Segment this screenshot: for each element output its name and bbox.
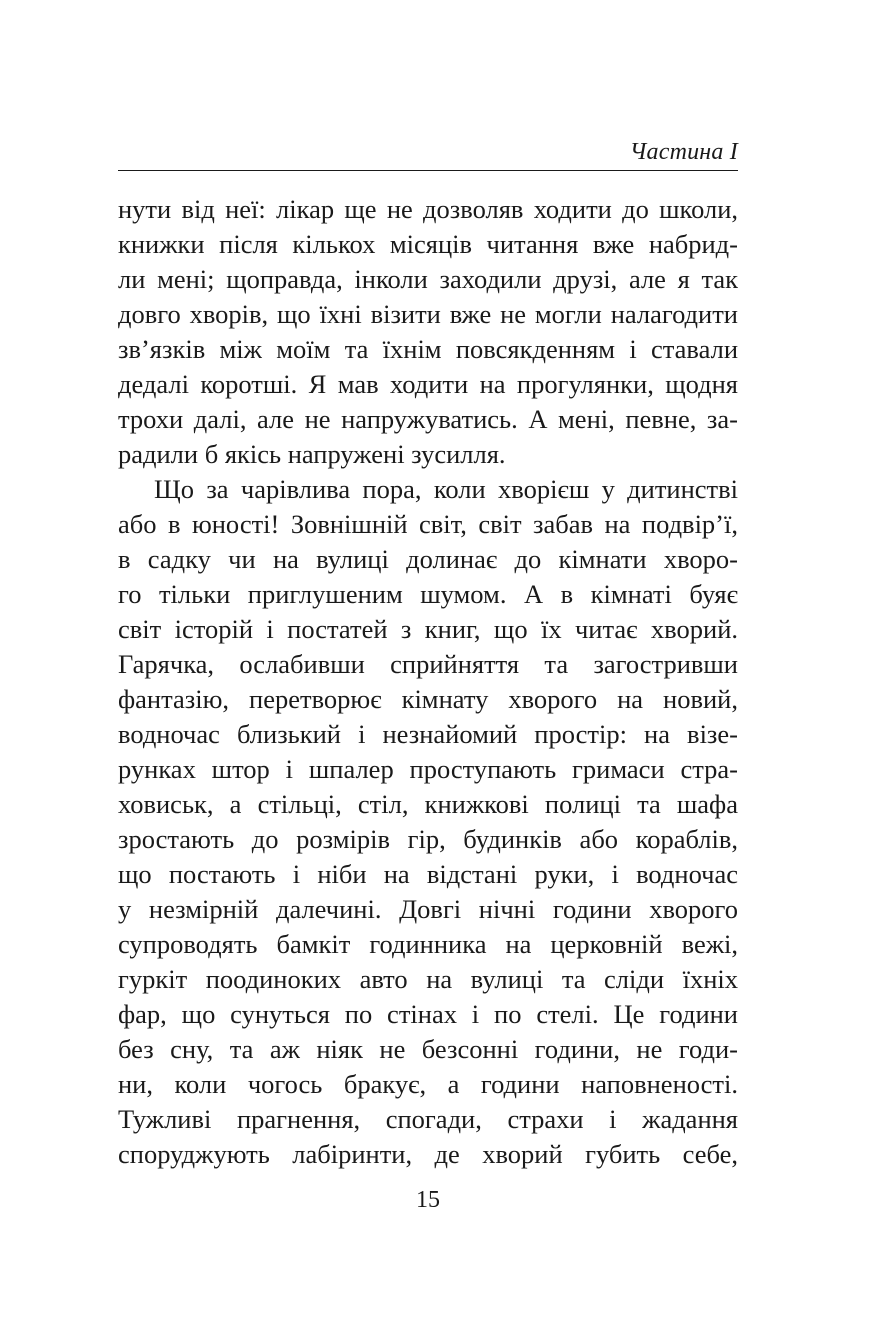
text-line: трохи далі, але не напружуватись. А мені, певне, за- bbox=[118, 404, 738, 434]
text-line: нути від неї: лікар ще не дозволяв ходити до школи, bbox=[118, 194, 738, 224]
paragraph bbox=[118, 472, 738, 1172]
text-line: фар, що сунуться по стінах і по стелі. Це години bbox=[118, 999, 738, 1029]
text-line: ни, коли чогось бракує, а години наповненості. bbox=[118, 1069, 738, 1099]
text-line: зв’язків між моїм та їхнім повсякденням і ставали bbox=[118, 334, 738, 364]
text-line: Гарячка, ослабивши сприйняття та загостривши bbox=[118, 649, 738, 679]
text-line: світ історій і постатей з книг, що їх читає хворий. bbox=[118, 614, 738, 644]
text-line: супроводять бамкіт годинника на церковній вежі, bbox=[118, 929, 738, 959]
text-line: споруджують лабіринти, де хворий губить себе, bbox=[118, 1139, 738, 1169]
text-line: або в юності! Зовнішній світ, світ забав на подвір’ї, bbox=[118, 509, 738, 539]
text-line: ховиськ, а стільці, стіл, книжкові полиці та шафа bbox=[118, 789, 738, 819]
text-line: гуркіт поодиноких авто на вулиці та сліди їхніх bbox=[118, 964, 738, 994]
text-line: го тільки приглушеним шумом. А в кімнаті буяє bbox=[118, 579, 738, 609]
text-line: довго хворів, що їхні візити вже не могли налагодити bbox=[118, 299, 738, 329]
text-line: без сну, та аж ніяк не безсонні години, не годи- bbox=[118, 1034, 738, 1064]
text-line: радили б якісь напружені зусилля. bbox=[118, 439, 506, 469]
text-line: дедалі коротші. Я мав ходити на прогулянки, щодня bbox=[118, 369, 738, 399]
text-line: у незмірній далечині. Довгі нічні години хворого bbox=[118, 894, 738, 924]
text-line: зростають до розмірів гір, будинків або кораблів, bbox=[118, 824, 738, 854]
header-rule bbox=[118, 170, 738, 171]
text-line: Тужливі прагнення, спогади, страхи і жадання bbox=[118, 1104, 738, 1134]
body-text bbox=[118, 192, 738, 1172]
running-head: Частина І bbox=[629, 139, 738, 165]
page-number: 15 bbox=[416, 1187, 440, 1213]
text-line: ли мені; щоправда, інколи заходили друзі, але я так bbox=[118, 264, 738, 294]
text-line: в садку чи на вулиці долинає до кімнати хворо- bbox=[118, 544, 738, 574]
paragraph bbox=[118, 192, 738, 472]
text-line: фантазію, перетворює кімнату хворого на новий, bbox=[118, 684, 738, 714]
text-line: книжки після кількох місяців читання вже набрид- bbox=[118, 229, 738, 259]
text-line: рунках штор і шпалер проступають гримаси стра- bbox=[118, 754, 738, 784]
text-line: водночас близький і незнайомий простір: на візе- bbox=[118, 719, 738, 749]
text-line: Що за чарівлива пора, коли хворієш у дитинстві bbox=[154, 474, 738, 504]
text-line: що постають і ніби на відстані руки, і водночас bbox=[118, 859, 738, 889]
